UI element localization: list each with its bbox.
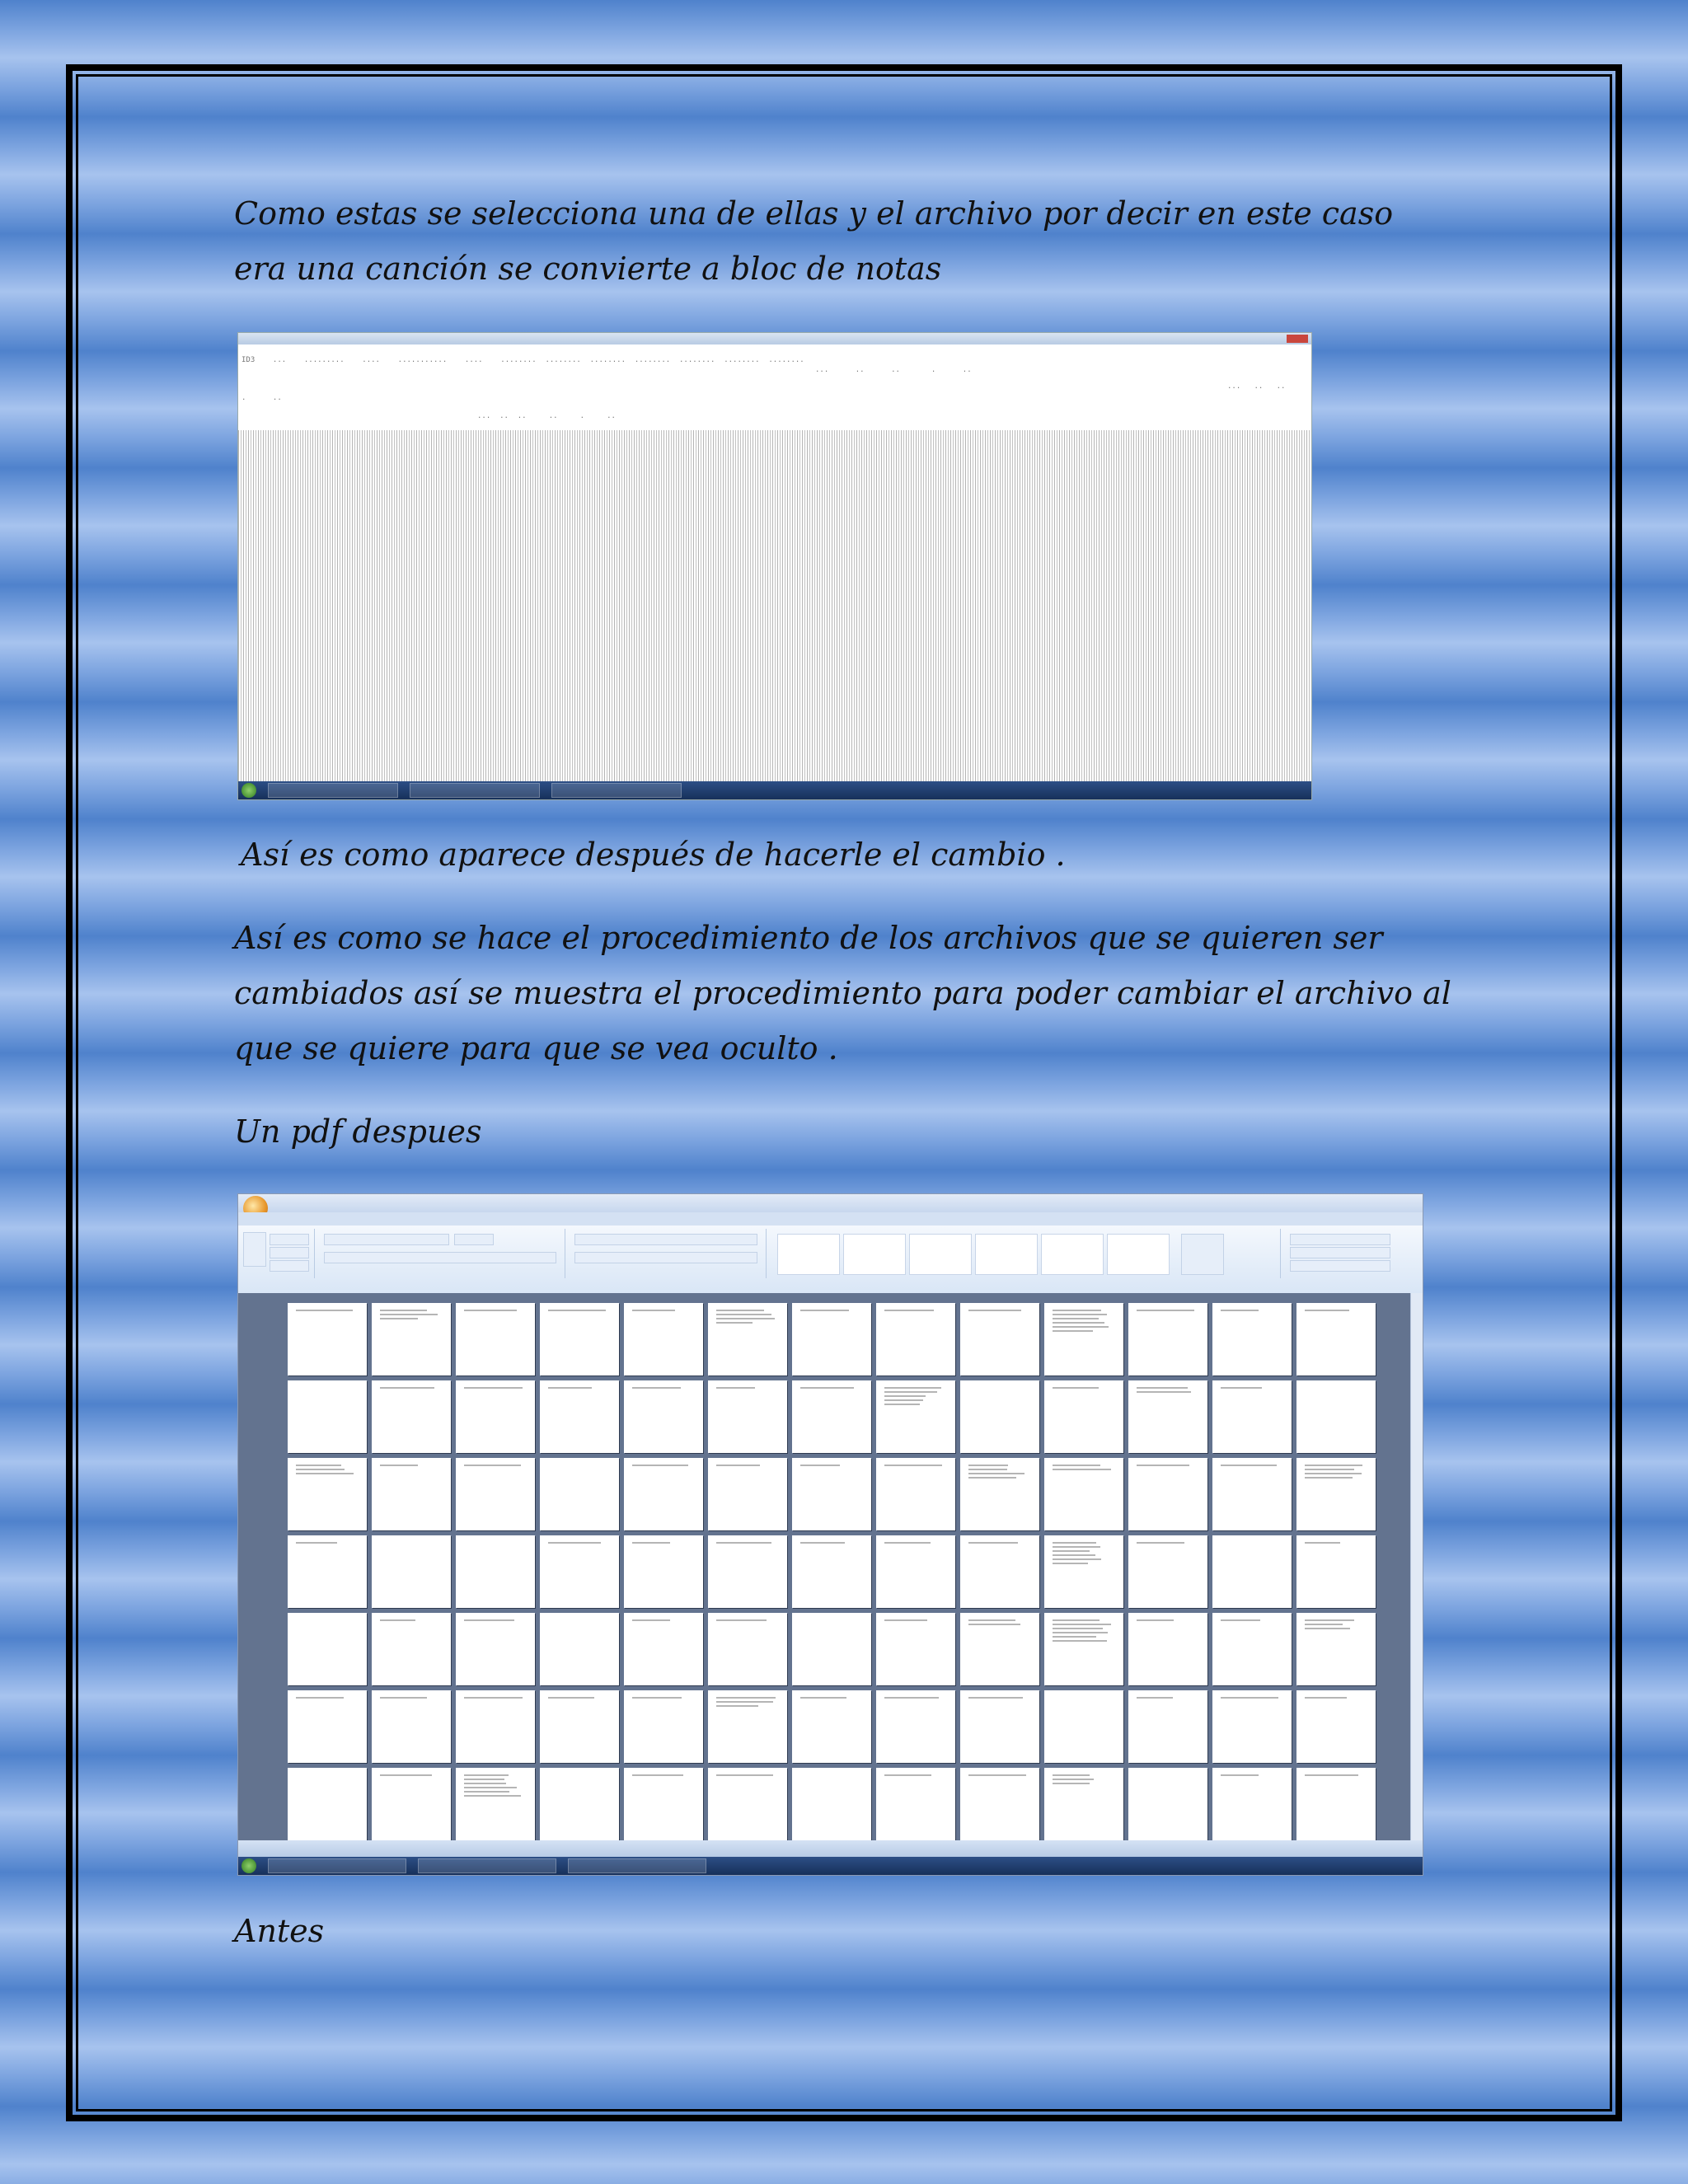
- page-text-line: [884, 1399, 923, 1401]
- page-thumbnail: [624, 1690, 703, 1763]
- page-thumbnail: [1296, 1535, 1376, 1608]
- paragraph-procedure: Así es como se hace el procedimiento de los archivos que se quieren ser cambiados así se muestra el procedimiento para poder cambiar el archivo al que se quiere para que se vea oculto .: [234, 920, 1451, 1066]
- page-text-line: [968, 1774, 1026, 1776]
- ribbon-group-paragraph: [568, 1229, 767, 1278]
- page-text-line: [464, 1783, 506, 1784]
- page-text-line: [1053, 1640, 1107, 1642]
- page-text-line: [548, 1310, 606, 1311]
- page-text-line: [716, 1318, 775, 1319]
- page-thumbnail: [288, 1458, 367, 1530]
- page-thumbnail: [876, 1768, 955, 1840]
- page-text-line: [1137, 1697, 1173, 1699]
- page-thumbnail: [960, 1458, 1039, 1530]
- page-text-line: [1305, 1542, 1340, 1544]
- page-text-line: [464, 1787, 517, 1788]
- page-text-line: [1305, 1624, 1343, 1625]
- page-thumbnail: [456, 1380, 535, 1453]
- page-text-line: [380, 1465, 418, 1466]
- page-thumbnail: [960, 1380, 1039, 1453]
- page-thumbnail: [1212, 1690, 1292, 1763]
- page-text-line: [800, 1697, 846, 1699]
- page-text-line: [1305, 1774, 1358, 1776]
- page-text-line: [1053, 1628, 1103, 1629]
- page-thumbnail: [960, 1613, 1039, 1685]
- page-thumbnail: [540, 1303, 619, 1376]
- page-text-line: [296, 1542, 337, 1544]
- page-text-line: [1305, 1310, 1349, 1311]
- page-thumbnail: [708, 1535, 787, 1608]
- style-option: [1107, 1234, 1170, 1275]
- page-text-line: [968, 1469, 1007, 1470]
- page-thumbnail: [456, 1768, 535, 1840]
- page-text-line: [464, 1697, 523, 1699]
- page-text-line: [1053, 1318, 1099, 1319]
- page-thumbnail: [1212, 1535, 1292, 1608]
- page-text-line: [1053, 1546, 1100, 1548]
- page-text-line: [632, 1542, 670, 1544]
- page-text-line: [716, 1774, 773, 1776]
- page-text-line: [968, 1477, 1016, 1479]
- notepad-text-line: . ..: [241, 394, 282, 402]
- page-text-line: [1137, 1387, 1188, 1389]
- page-thumbnail: [1044, 1613, 1123, 1685]
- page-thumbnail: [1044, 1690, 1123, 1763]
- page-text-line: [800, 1387, 854, 1389]
- page-text-line: [1053, 1314, 1107, 1315]
- page-thumbnail: [708, 1303, 787, 1376]
- notepad-text-line: ... .. ..: [1227, 382, 1286, 391]
- page-thumbnail: [876, 1535, 955, 1608]
- page-thumbnail: [1128, 1768, 1207, 1840]
- page-thumbnail: [288, 1690, 367, 1763]
- page-text-line: [1137, 1542, 1184, 1544]
- page-text-line: [1305, 1473, 1362, 1474]
- page-thumbnail: [624, 1535, 703, 1608]
- page-text-line: [1305, 1697, 1347, 1699]
- page-text-line: [1053, 1783, 1090, 1784]
- page-text-line: [1053, 1624, 1111, 1625]
- page-text-line: [1053, 1558, 1101, 1560]
- page-text-line: [1305, 1619, 1354, 1621]
- page-thumbnail: [1044, 1380, 1123, 1453]
- page-thumbnail: [792, 1380, 871, 1453]
- page-thumbnail: [540, 1613, 619, 1685]
- word-screenshot: [237, 1193, 1423, 1876]
- page-text-line: [884, 1774, 931, 1776]
- page-text-line: [1137, 1465, 1189, 1466]
- page-text-line: [296, 1469, 345, 1470]
- vertical-scrollbar: [1410, 1293, 1423, 1840]
- page-thumbnail: [456, 1303, 535, 1376]
- paragraph-after-change: Así es como aparece después de hacerle el cambio .: [241, 837, 1066, 873]
- page-thumbnail: [624, 1380, 703, 1453]
- page-text-line: [884, 1391, 937, 1393]
- page-text-line: [716, 1701, 773, 1703]
- page-thumbnail: [540, 1380, 619, 1453]
- style-option: [975, 1234, 1038, 1275]
- page-text-line: [1305, 1628, 1350, 1629]
- page-text-line: [1221, 1310, 1259, 1311]
- page-text-line: [1053, 1322, 1104, 1324]
- page-text-line: [1137, 1391, 1191, 1393]
- ribbon: [238, 1226, 1423, 1294]
- page-text-line: [1053, 1550, 1090, 1552]
- page-text-line: [884, 1465, 942, 1466]
- page-thumbnail: [1128, 1380, 1207, 1453]
- page-thumbnail: [540, 1768, 619, 1840]
- page-text-line: [380, 1697, 427, 1699]
- page-thumbnail: [288, 1303, 367, 1376]
- taskbar-button: [418, 1858, 556, 1873]
- page-text-line: [1053, 1465, 1100, 1466]
- page-thumbnail: [876, 1613, 955, 1685]
- style-option: [843, 1234, 906, 1275]
- page-text-line: [296, 1473, 354, 1474]
- page-thumbnail: [792, 1535, 871, 1608]
- page-text-line: [1053, 1779, 1094, 1780]
- page-text-line: [1053, 1387, 1099, 1389]
- page-text-line: [296, 1697, 344, 1699]
- page-text-line: [716, 1310, 764, 1311]
- page-text-line: [884, 1310, 934, 1311]
- page-text-line: [1221, 1697, 1278, 1699]
- notepad-screenshot: [237, 332, 1312, 800]
- page-grid: [288, 1303, 1376, 1840]
- page-thumbnail: [708, 1458, 787, 1530]
- page-thumbnail: [372, 1380, 451, 1453]
- paragraph-pdf-after: Un pdf despues: [234, 1113, 482, 1150]
- page-text-line: [632, 1465, 688, 1466]
- page-text-line: [1137, 1310, 1194, 1311]
- page-text-line: [716, 1697, 776, 1699]
- page-thumbnail: [288, 1380, 367, 1453]
- page-text-line: [716, 1705, 758, 1707]
- page-thumbnail: [372, 1458, 451, 1530]
- page-text-line: [380, 1619, 415, 1621]
- page-thumbnail: [1212, 1380, 1292, 1453]
- page-thumbnail: [1212, 1768, 1292, 1840]
- page-thumbnail: [1128, 1613, 1207, 1685]
- page-text-line: [716, 1387, 755, 1389]
- page-text-line: [464, 1465, 521, 1466]
- page-text-line: [968, 1619, 1015, 1621]
- page-thumbnail: [792, 1613, 871, 1685]
- page-text-line: [1053, 1326, 1109, 1328]
- page-thumbnail: [960, 1768, 1039, 1840]
- page-text-line: [632, 1697, 682, 1699]
- page-thumbnail: [1296, 1303, 1376, 1376]
- page-thumbnail: [540, 1690, 619, 1763]
- page-thumbnail: [1296, 1458, 1376, 1530]
- page-text-line: [1053, 1636, 1096, 1638]
- page-thumbnail: [1212, 1613, 1292, 1685]
- page-text-line: [380, 1774, 432, 1776]
- page-text-line: [1053, 1310, 1101, 1311]
- page-text-line: [968, 1624, 1020, 1625]
- page-thumbnail: [372, 1613, 451, 1685]
- page-thumbnail: [1296, 1768, 1376, 1840]
- page-text-line: [380, 1318, 418, 1319]
- page-text-line: [1053, 1619, 1100, 1621]
- page-thumbnail: [1044, 1535, 1123, 1608]
- page-thumbnail: [1044, 1768, 1123, 1840]
- close-icon: [1287, 335, 1308, 343]
- page-thumbnail: [624, 1458, 703, 1530]
- style-option: [777, 1234, 840, 1275]
- page-text-line: [1053, 1469, 1111, 1470]
- page-text-line: [1137, 1619, 1174, 1621]
- page-text-line: [464, 1310, 517, 1311]
- page-text-line: [800, 1542, 845, 1544]
- paragraph-before: Antes: [234, 1913, 325, 1949]
- page-thumbnail: [456, 1690, 535, 1763]
- page-thumbnail: [1128, 1303, 1207, 1376]
- page-text-line: [464, 1387, 523, 1389]
- notepad-text-line: ... .. .. .. . ..: [477, 412, 616, 420]
- page-text-line: [968, 1542, 1018, 1544]
- page-text-line: [464, 1779, 504, 1780]
- page-thumbnail: [1128, 1458, 1207, 1530]
- page-thumbnail: [708, 1768, 787, 1840]
- page-text-line: [548, 1387, 592, 1389]
- page-text-line: [716, 1322, 753, 1324]
- page-thumbnail: [792, 1303, 871, 1376]
- notepad-encoded-text: [238, 430, 1311, 781]
- page-thumbnail: [1296, 1380, 1376, 1453]
- page-thumbnail: [876, 1690, 955, 1763]
- windows-start-icon: [241, 1858, 256, 1873]
- word-titlebar: [238, 1194, 1423, 1212]
- page-thumbnail: [708, 1690, 787, 1763]
- page-text-line: [464, 1795, 521, 1797]
- document-page-thumbnails: [238, 1293, 1423, 1840]
- page-text-line: [1053, 1554, 1095, 1556]
- page-thumbnail: [288, 1535, 367, 1608]
- page-thumbnail: [792, 1458, 871, 1530]
- taskbar-button: [410, 783, 540, 798]
- page-thumbnail: [456, 1535, 535, 1608]
- page-text-line: [632, 1774, 683, 1776]
- page-text-line: [464, 1774, 509, 1776]
- taskbar-button: [568, 1858, 706, 1873]
- page-text-line: [1221, 1619, 1260, 1621]
- taskbar-button: [268, 783, 398, 798]
- style-option: [909, 1234, 972, 1275]
- page-thumbnail: [960, 1535, 1039, 1608]
- page-thumbnail: [624, 1613, 703, 1685]
- page-thumbnail: [708, 1380, 787, 1453]
- notepad-text-line: ID3 ... ......... .... ........... .... ........ ........ ........ ........ ........ ........ ........: [241, 356, 804, 364]
- page-text-line: [464, 1791, 509, 1793]
- page-text-line: [884, 1404, 920, 1405]
- page-text-line: [1053, 1330, 1093, 1332]
- page-thumbnail: [960, 1303, 1039, 1376]
- ribbon-group-styles: [769, 1229, 1281, 1278]
- page-thumbnail: [1212, 1303, 1292, 1376]
- ribbon-group-editing: [1283, 1229, 1407, 1278]
- page-thumbnail: [1296, 1613, 1376, 1685]
- page-text-line: [716, 1465, 760, 1466]
- taskbar-button: [268, 1858, 406, 1873]
- page-text-line: [548, 1542, 601, 1544]
- page-text-line: [1305, 1465, 1362, 1466]
- page-text-line: [296, 1310, 353, 1311]
- page-thumbnail: [372, 1690, 451, 1763]
- style-option: [1041, 1234, 1104, 1275]
- page-thumbnail: [960, 1690, 1039, 1763]
- page-thumbnail: [624, 1303, 703, 1376]
- page-text-line: [968, 1465, 1008, 1466]
- page-text-line: [884, 1542, 931, 1544]
- page-thumbnail: [288, 1768, 367, 1840]
- page-text-line: [716, 1314, 771, 1315]
- page-text-line: [380, 1387, 434, 1389]
- page-text-line: [800, 1465, 840, 1466]
- page-thumbnail: [372, 1768, 451, 1840]
- page-thumbnail: [1296, 1690, 1376, 1763]
- page-thumbnail: [876, 1303, 955, 1376]
- page-thumbnail: [540, 1535, 619, 1608]
- page-text-line: [884, 1387, 941, 1389]
- ribbon-group-font: [317, 1229, 565, 1278]
- page-text-line: [1053, 1774, 1090, 1776]
- notepad-titlebar: [238, 333, 1311, 344]
- page-text-line: [380, 1314, 438, 1315]
- page-thumbnail: [288, 1613, 367, 1685]
- page-text-line: [1221, 1774, 1259, 1776]
- page-thumbnail: [876, 1380, 955, 1453]
- page-text-line: [884, 1619, 927, 1621]
- page-text-line: [1305, 1477, 1353, 1479]
- page-thumbnail: [1044, 1458, 1123, 1530]
- page-thumbnail: [372, 1535, 451, 1608]
- page-text-line: [1053, 1542, 1096, 1544]
- page-text-line: [716, 1619, 767, 1621]
- page-text-line: [1053, 1632, 1108, 1633]
- page-thumbnail: [1212, 1458, 1292, 1530]
- ribbon-tabs: [238, 1212, 1423, 1226]
- taskbar-button: [551, 783, 682, 798]
- notepad-text-line: ... .. .. . ..: [815, 366, 972, 374]
- page-text-line: [884, 1697, 939, 1699]
- page-thumbnail: [708, 1613, 787, 1685]
- page-text-line: [968, 1310, 1021, 1311]
- page-text-line: [1221, 1465, 1277, 1466]
- taskbar: [238, 1857, 1423, 1875]
- page-thumbnail: [1128, 1535, 1207, 1608]
- ribbon-group-clipboard: [240, 1229, 315, 1278]
- page-text-line: [296, 1465, 341, 1466]
- page-thumbnail: [876, 1458, 955, 1530]
- page-text-line: [380, 1310, 427, 1311]
- page-text-line: [1053, 1563, 1088, 1564]
- page-text-line: [464, 1619, 514, 1621]
- status-bar: [238, 1840, 1423, 1857]
- page-text-line: [632, 1310, 675, 1311]
- page-text-line: [716, 1542, 771, 1544]
- windows-start-icon: [241, 783, 256, 798]
- page-thumbnail: [456, 1613, 535, 1685]
- paragraph-intro: Como estas se selecciona una de ellas y el archivo por decir en este caso era una canción se convierte a bloc de notas: [234, 195, 1394, 287]
- page-thumbnail: [1128, 1690, 1207, 1763]
- page-text-line: [884, 1395, 926, 1397]
- taskbar: [238, 781, 1311, 799]
- page-text-line: [968, 1473, 1025, 1474]
- page-text-line: [968, 1697, 1023, 1699]
- page-text-line: [548, 1697, 594, 1699]
- page-thumbnail: [372, 1303, 451, 1376]
- page-thumbnail: [540, 1458, 619, 1530]
- page-text-line: [1221, 1387, 1262, 1389]
- page-text-line: [632, 1619, 670, 1621]
- page-thumbnail: [792, 1690, 871, 1763]
- page-thumbnail: [792, 1768, 871, 1840]
- page-thumbnail: [624, 1768, 703, 1840]
- page-text-line: [632, 1387, 681, 1389]
- page-text-line: [800, 1310, 849, 1311]
- notepad-menubar: [238, 344, 1311, 354]
- page-thumbnail: [456, 1458, 535, 1530]
- page-text-line: [1305, 1469, 1354, 1470]
- page-thumbnail: [1044, 1303, 1123, 1376]
